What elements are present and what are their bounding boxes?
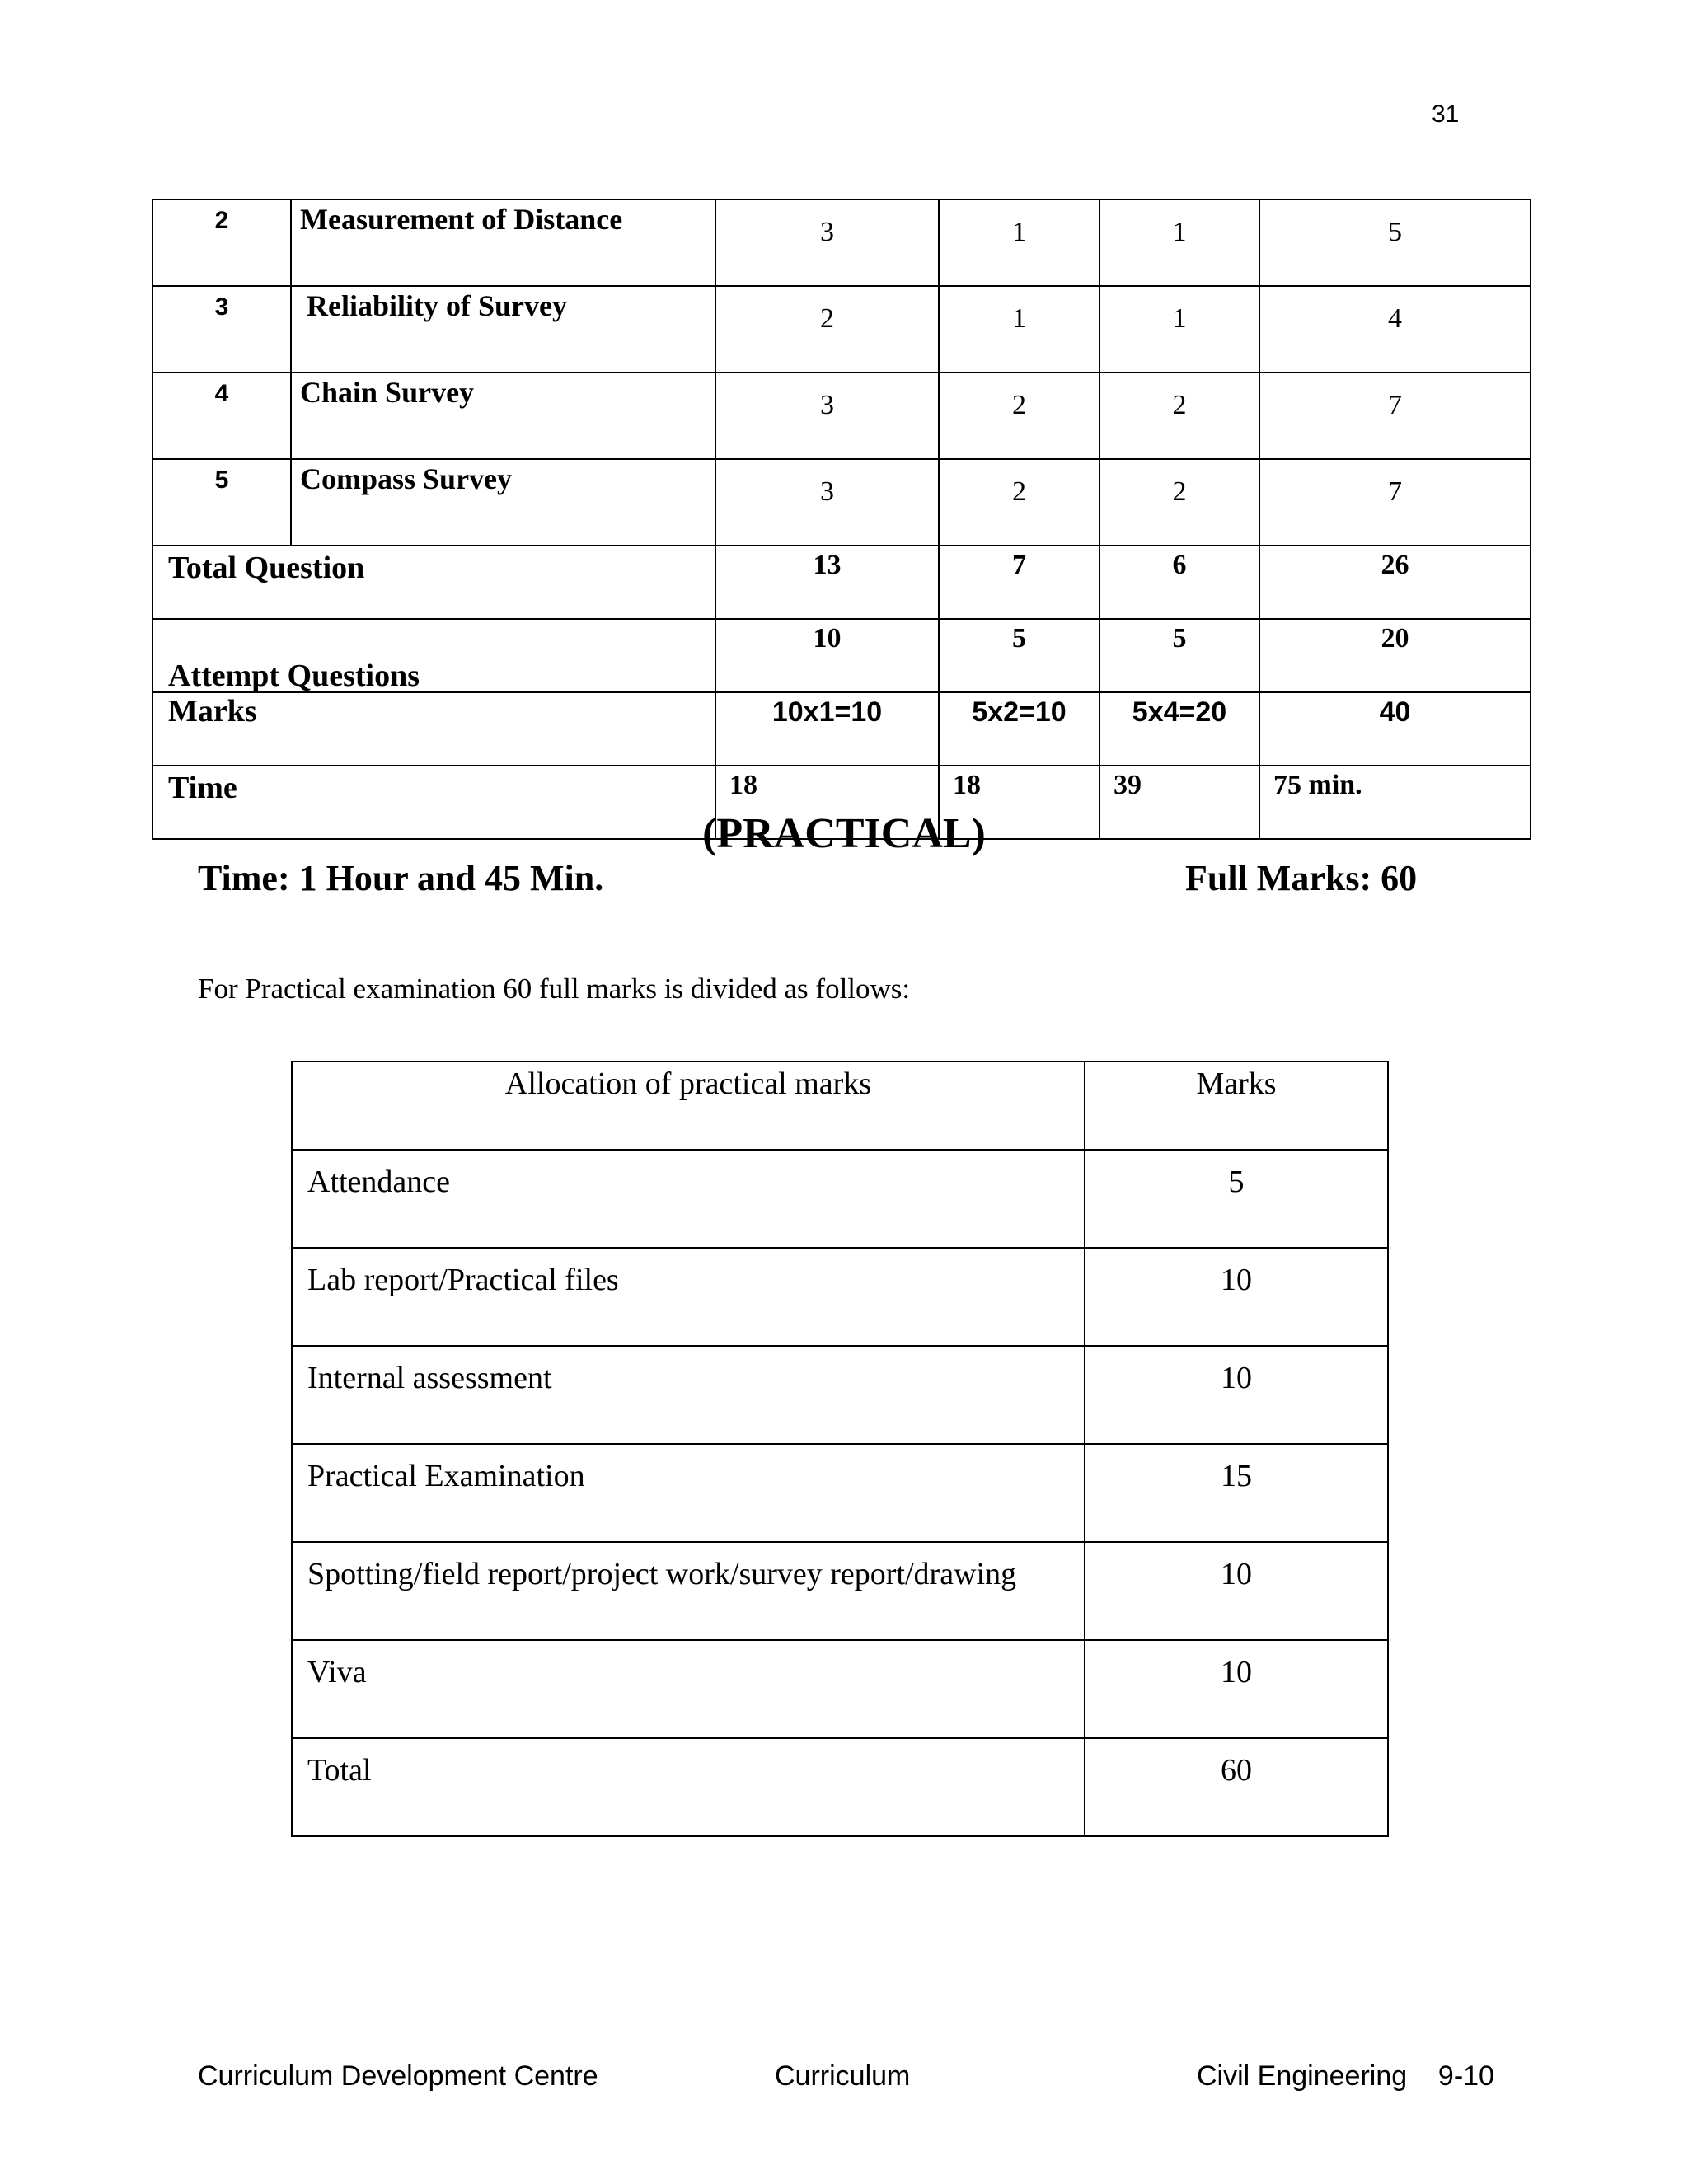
allocation-item: Internal assessment	[292, 1346, 1085, 1444]
cell-value: 6	[1100, 546, 1259, 619]
footer-center: Curriculum	[775, 2060, 911, 2092]
table-header-row	[292, 1062, 1388, 1150]
topic-name: Reliability of Survey	[291, 286, 715, 373]
cell-value: 5x2=10	[939, 692, 1100, 766]
topic-name: Compass Survey	[291, 459, 715, 546]
cell-value: 5x4=20	[1100, 692, 1259, 766]
row-number: 4	[152, 373, 291, 459]
cell-value: 2	[939, 373, 1100, 459]
footer-right: Civil Engineering 9-10	[1197, 2060, 1494, 2092]
total-question-row	[152, 546, 1531, 619]
row-label: Time	[152, 766, 715, 839]
row-label: Total Question	[152, 546, 715, 619]
table-row	[152, 459, 1531, 546]
practical-intro-text: For Practical examination 60 full marks is divided as follows:	[198, 972, 911, 1005]
cell-value: 39	[1100, 766, 1259, 839]
allocation-marks: 10	[1085, 1346, 1388, 1444]
practical-marks-table	[291, 1061, 1389, 1837]
table-row	[292, 1248, 1388, 1346]
allocation-marks: 5	[1085, 1150, 1388, 1248]
allocation-marks: 15	[1085, 1444, 1388, 1542]
page-number: 31	[1432, 101, 1460, 128]
cell-value: 10x1=10	[715, 692, 939, 766]
practical-full-marks: Full Marks: 60	[1185, 858, 1418, 898]
cell-value: 5	[1259, 199, 1531, 286]
cell-value: 2	[1100, 373, 1259, 459]
cell-value: 7	[939, 546, 1100, 619]
table-row	[152, 286, 1531, 373]
allocation-item: Attendance	[292, 1150, 1085, 1248]
row-label: Marks	[152, 692, 715, 766]
cell-value: 1	[939, 199, 1100, 286]
cell-value: 3	[715, 199, 939, 286]
cell-value: 2	[1100, 459, 1259, 546]
row-number: 3	[152, 286, 291, 373]
marks-row	[152, 692, 1531, 766]
cell-value: 2	[939, 459, 1100, 546]
row-number: 2	[152, 199, 291, 286]
practical-time: Time: 1 Hour and 45 Min.	[198, 858, 604, 898]
cell-value: 1	[1100, 199, 1259, 286]
cell-value: 3	[715, 459, 939, 546]
table-row	[152, 373, 1531, 459]
cell-value: 26	[1259, 546, 1531, 619]
cell-value: 3	[715, 373, 939, 459]
allocation-marks: 10	[1085, 1542, 1388, 1640]
allocation-item: Total	[292, 1738, 1085, 1836]
row-label: Attempt Questions	[152, 619, 715, 692]
cell-value: 5	[939, 619, 1100, 692]
cell-value: 20	[1259, 619, 1531, 692]
table-row	[292, 1444, 1388, 1542]
cell-value: 75 min.	[1259, 766, 1531, 839]
table-row	[292, 1542, 1388, 1640]
allocation-item: Lab report/Practical files	[292, 1248, 1085, 1346]
topic-name: Measurement of Distance	[291, 199, 715, 286]
allocation-marks: 60	[1085, 1738, 1388, 1836]
cell-value: 18	[939, 766, 1100, 839]
cell-value: 1	[1100, 286, 1259, 373]
allocation-item: Viva	[292, 1640, 1085, 1738]
cell-value: 2	[715, 286, 939, 373]
cell-value: 18	[715, 766, 939, 839]
table-row	[292, 1640, 1388, 1738]
footer-left: Curriculum Development Centre	[198, 2060, 598, 2092]
attempt-questions-row	[152, 619, 1531, 692]
topic-name: Chain Survey	[291, 373, 715, 459]
practical-heading: (PRACTICAL)	[702, 810, 986, 857]
allocation-item: Spotting/field report/project work/survey report/drawing	[292, 1542, 1085, 1640]
table-row	[292, 1738, 1388, 1836]
allocation-marks: 10	[1085, 1248, 1388, 1346]
cell-value: 13	[715, 546, 939, 619]
cell-value: 7	[1259, 459, 1531, 546]
row-number: 5	[152, 459, 291, 546]
cell-value: 7	[1259, 373, 1531, 459]
cell-value: 40	[1259, 692, 1531, 766]
column-header-marks: Marks	[1085, 1062, 1388, 1150]
column-header-allocation: Allocation of practical marks	[292, 1062, 1085, 1150]
allocation-marks: 10	[1085, 1640, 1388, 1738]
cell-value: 4	[1259, 286, 1531, 373]
table-row	[152, 199, 1531, 286]
allocation-item: Practical Examination	[292, 1444, 1085, 1542]
theory-marks-table	[152, 199, 1531, 840]
cell-value: 5	[1100, 619, 1259, 692]
cell-value: 1	[939, 286, 1100, 373]
table-row	[292, 1150, 1388, 1248]
cell-value: 10	[715, 619, 939, 692]
table-row	[292, 1346, 1388, 1444]
